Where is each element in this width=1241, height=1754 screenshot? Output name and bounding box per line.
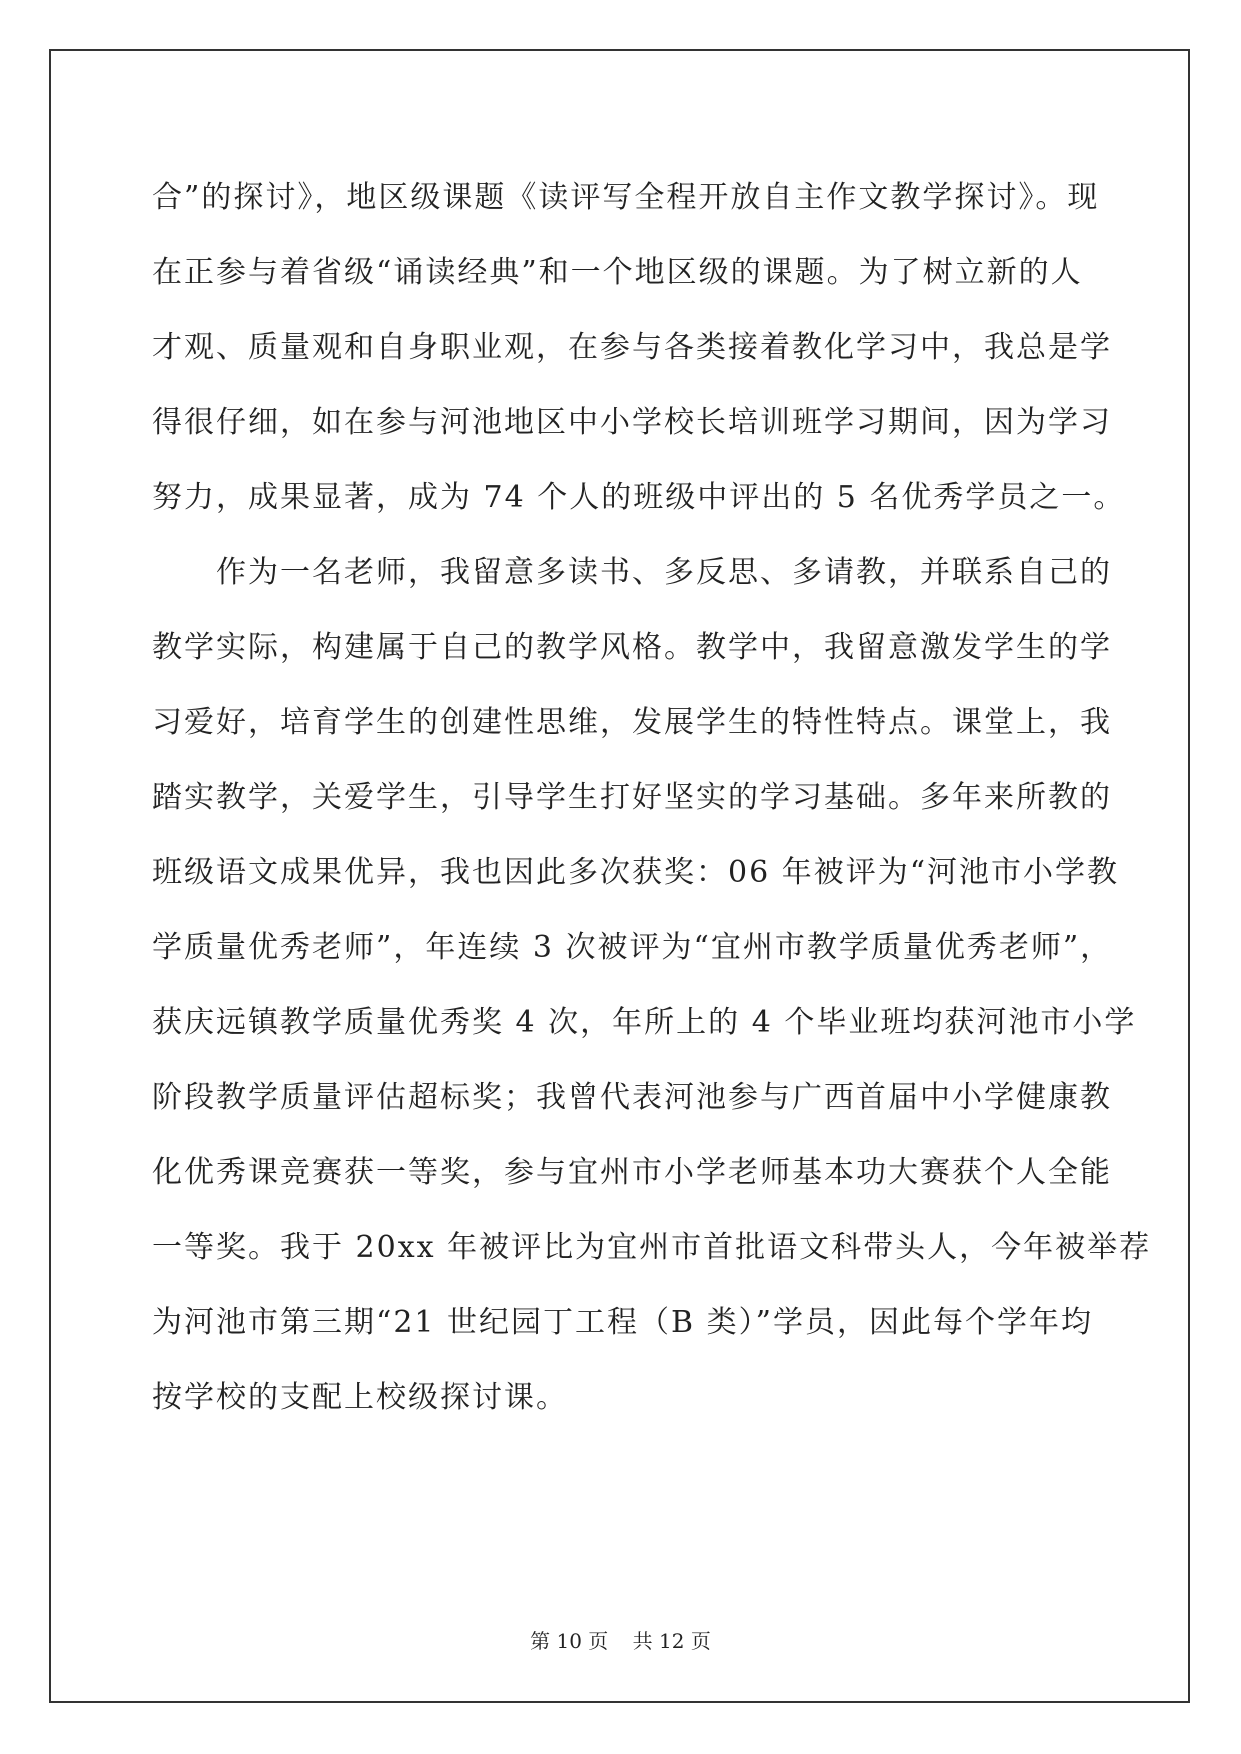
- text-line: 为河池市第三期“21 世纪园丁工程（B 类）”学员，因此每个学年均: [152, 1305, 1093, 1340]
- document-body: [152, 160, 1152, 1435]
- page-total: 共 12 页: [632, 1629, 711, 1653]
- text-line: 才观、质量观和自身职业观，在参与各类接着教化学习中，我总是学: [152, 330, 1112, 365]
- text-line: 学质量优秀老师”，年连续 3 次被评为“宜州市教学质量优秀老师”，: [152, 930, 1113, 965]
- text-line: 一等奖。我于 20xx 年被评比为宜州市首批语文科带头人，今年被举荐: [152, 1230, 1152, 1265]
- page-footer: [0, 1625, 1241, 1654]
- text-line: 班级语文成果优异，我也因此多次获奖：06 年被评为“河池市小学教: [152, 855, 1120, 890]
- text-line: 踏实教学，关爱学生，引导学生打好坚实的学习基础。多年来所教的: [152, 780, 1112, 815]
- page-number: 第 10 页: [530, 1629, 609, 1653]
- text-line: 阶段教学质量评估超标奖；我曾代表河池参与广西首届中小学健康教: [152, 1080, 1112, 1115]
- text-line: 合”的探讨》，地区级课题《读评写全程开放自主作文教学探讨》。现: [152, 180, 1100, 215]
- text-line: 习爱好，培育学生的创建性思维，发展学生的特性特点。课堂上，我: [152, 705, 1112, 740]
- text-line: 按学校的支配上校级探讨课。: [152, 1380, 568, 1415]
- text-line: 努力，成果显著，成为 74 个人的班级中评出的 5 名优秀学员之一。: [152, 480, 1126, 515]
- text-line: 化优秀课竞赛获一等奖，参与宜州市小学老师基本功大赛获个人全能: [152, 1155, 1112, 1190]
- text-line: 在正参与着省级“诵读经典”和一个地区级的课题。为了树立新的人: [152, 255, 1083, 290]
- text-line: 得很仔细，如在参与河池地区中小学校长培训班学习期间，因为学习: [152, 405, 1112, 440]
- paragraph-first-line: 作为一名老师，我留意多读书、多反思、多请教，并联系自己的: [216, 555, 1112, 590]
- text-line: 获庆远镇教学质量优秀奖 4 次，年所上的 4 个毕业班均获河池市小学: [152, 1005, 1137, 1040]
- text-line: 教学实际，构建属于自己的教学风格。教学中，我留意激发学生的学: [152, 630, 1112, 665]
